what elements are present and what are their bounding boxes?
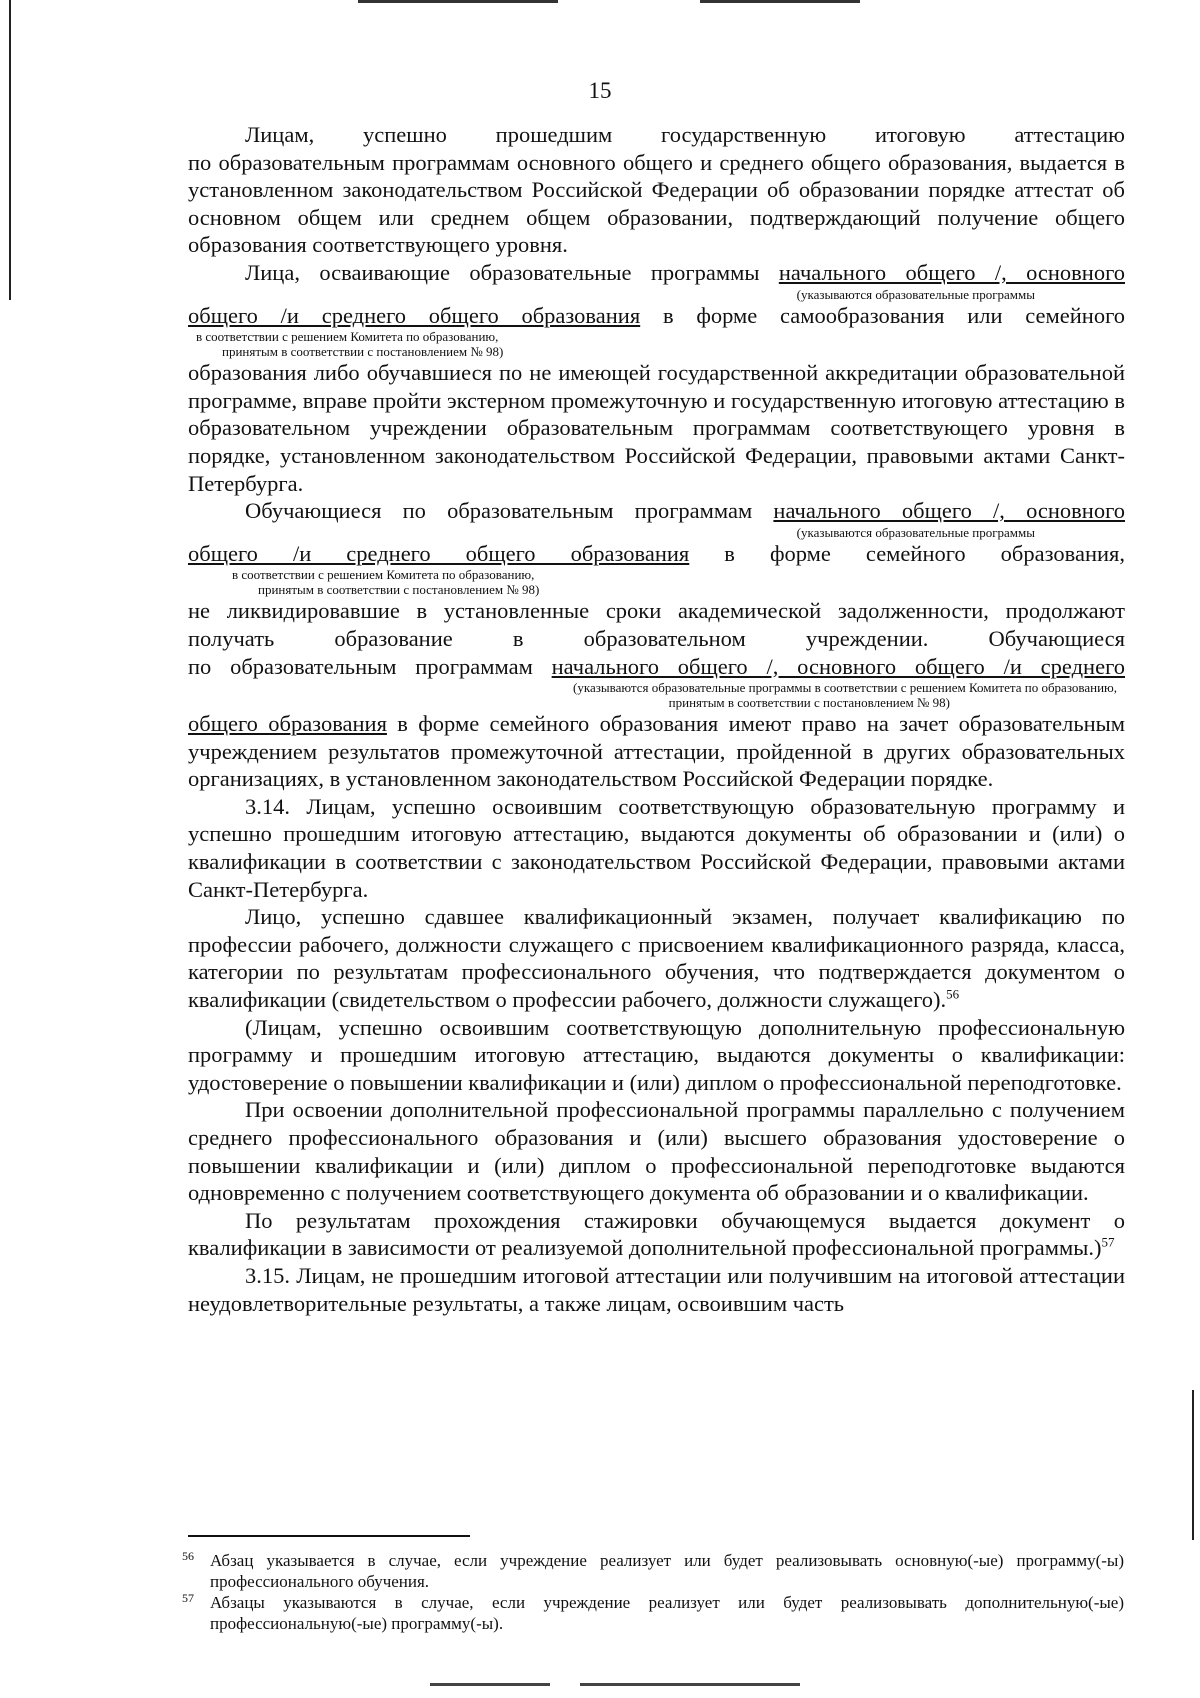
paragraph-additional-program: (Лицам, успешно освоившим соответствующую дополнительную профессиональную программу и прошедшим итоговую аттестацию, выдаются документы о квалификации: удостоверение о повышении квалификации и (или) диплом о профессиональной переподготовке. [188,1014,1125,1095]
paragraph-1-first-line: Лицам, успешно прошедшим государственную итоговую аттестацию [245,122,1125,147]
fill-in-programs-6: общего образования [188,711,387,737]
paragraph-3-line-4: не ликвидировавшие в установленные сроки академической задолженности, продолжают [188,598,1125,624]
paragraph-qualification-text: Лицо, успешно сдавшее квалификационный экзамен, получает квалификацию по профессии рабочего, должности служащего с присвоением квалификационного разряда, класса, категории по результатам профессионального обучения, что подтверждается документом о квалификации (свидетельством о профессии рабочего, должности служащего). [188,904,1125,1013]
fill-in-programs-3: начального общего /, основного [773,498,1125,524]
fill-in-programs-1: начального общего /, основного [778,259,1125,285]
note-programs: (указываются образовательные программы [796,524,1035,540]
fill-in-programs-5: начального общего /, основного общего /и среднего [551,653,1125,679]
footnote-separator [188,1535,470,1537]
note-resolution: принятым в соответствии с постановлением № 98) [222,344,504,360]
paragraph-internship-text: По результатам прохождения стажировки обучающемуся выдается документ о квалификации в зависимости от реализуемой дополнительной профессиональной программы.) [188,1207,1125,1261]
footnote-number: 57 [182,1591,194,1605]
paragraph-2-lead: Лица, осваивающие образовательные программы [245,259,779,285]
paragraph-1-text: по образовательным программам основного общего и среднего общего образования, выдается в установленном законодательством Российской Федерации об образовании порядке аттестат об основном общем или среднем общем образовании, подтверждающий получение общего образования соответствующего уровня. [188,149,1125,258]
footnote-text: Абзацы указываются в случае, если учреждение реализует или будет реализовывать дополнительную(-ые) профессиональную(-ые) программу(-ы). [210,1593,1124,1633]
footnote-56 [182,1550,1124,1592]
paragraph-internship [188,1207,1125,1262]
fill-in-programs-2: общего /и среднего общего образования [188,302,641,328]
note-programs: (указываются образовательные программы [796,286,1035,302]
paragraph-2-text: образования либо обучавшиеся по не имеющей государственной аккредитации образовательной программе, вправе пройти экстерном промежуточную и государственную итоговую аттестацию в образовательном учреждении образовательным программам соответствующего уровня в порядке, установленном законодательством Российской Федерации, правовыми актами Санкт-Петербурга. [188,360,1125,496]
note-committee: в соответствии с решением Комитета по образованию, [232,567,535,583]
note-committee: в соответствии с решением Комитета по образованию, [196,329,499,345]
paragraph-3-rest: в форме семейного образования имеют право на зачет образовательным учреждением результатов промежуточной аттестации, пройденной в других образовательных организациях, в установленном законодательством Российской Федерации порядке. [188,711,1125,792]
paragraph-3-line-6 [188,653,1125,681]
footnote-number: 56 [182,1549,194,1563]
note-programs-committee: (указываются образовательные программы в соответствии с решением Комитета по образованию, [573,680,1117,696]
scan-edge-left [9,0,11,300]
paragraph-3 [188,497,1125,793]
footnotes [182,1550,1124,1634]
paragraph-3-line-1 [188,497,1125,525]
fill-in-programs-4: общего /и среднего общего образования [188,540,690,566]
footnote-text: Абзац указывается в случае, если учреждение реализует или будет реализовывать основную(-ые) программу(-ы) профессионального обучения. [210,1551,1124,1591]
paragraph-2-form: в форме самообразования или семейного [640,302,1126,328]
scan-top-mark [700,0,860,3]
note-resolution: принятым в соответствии с постановлением № 98) [258,582,540,598]
paragraph-2 [188,259,1125,497]
paragraph-3-text [188,710,1125,793]
paragraph-3-15: 3.15. Лицам, не прошедшим итоговой аттестации или получившим на итоговой аттестации неудовлетворительные результаты, а также лицам, освоившим часть [188,1262,1125,1316]
scan-bottom-mark [430,1683,550,1686]
footnote-ref-56[interactable]: 56 [946,986,960,1002]
scan-bottom-mark [580,1683,800,1686]
paragraph-1 [188,121,1125,259]
document-body [188,121,1125,1317]
paragraph-parallel-study: При освоении дополнительной профессиональной программы параллельно с получением среднего профессионального образования и (или) высшего образования удостоверение о повышении квалификации и (или) диплом о профессиональной переподготовке выдаются одновременно с получением соответствующего документа об образовании и о квалификации. [188,1097,1125,1206]
paragraph-3-form: в форме семейного образования, [689,540,1125,566]
page-number: 15 [588,78,612,103]
footnote-57 [182,1592,1124,1634]
paragraph-3-lead-2: по образовательным программам [188,653,552,679]
scan-top-mark [358,0,558,3]
paragraph-3-lead: Обучающиеся по образовательным программам [245,498,774,524]
note-resolution: принятым в соответствии с постановлением № 98) [668,695,950,711]
paragraph-qualification-exam [188,903,1125,1013]
paragraph-3-line-2 [188,540,1125,568]
paragraph-3-line-5: получать образование в образовательном учреждении. Обучающиеся [188,625,1125,651]
footnote-ref-57[interactable]: 57 [1101,1234,1115,1250]
paragraph-2-line-1 [188,259,1125,287]
paragraph-2-line-2 [188,302,1125,330]
scan-edge-right [1192,1390,1194,1540]
paragraph-3-14: 3.14. Лицам, успешно освоившим соответствующую образовательную программу и успешно прошедшим итоговую аттестацию, выдаются документы об образовании и (или) о квалификации в соответствии с законодательством Российской Федерации, правовыми актами Санкт-Петербурга. [188,793,1125,902]
